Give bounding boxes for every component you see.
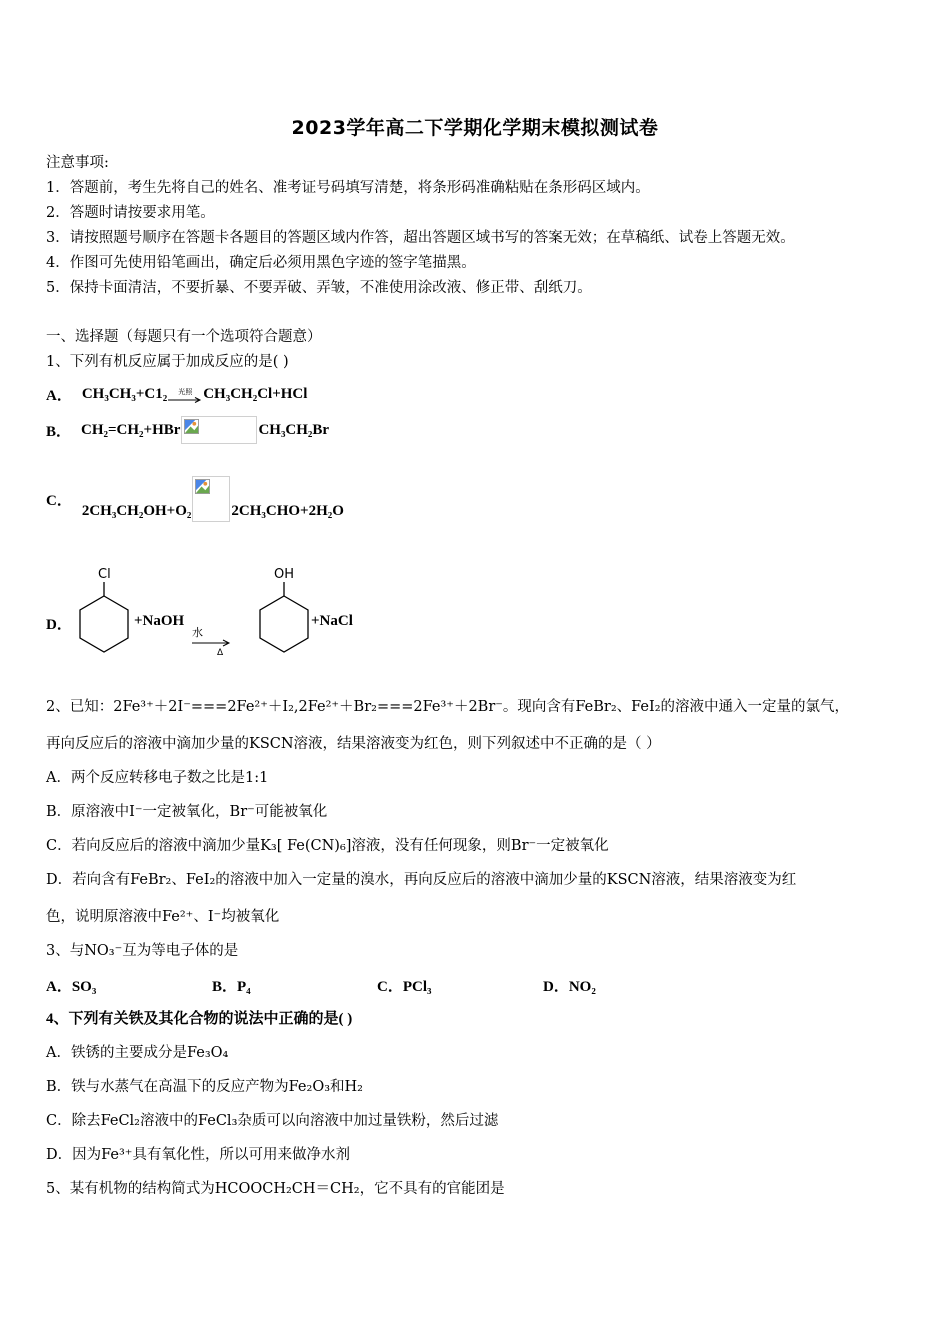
q3-stem: 3、与NO₃⁻互为等电子体的是 [46, 943, 239, 959]
section-heading: 一、选择题（每题只有一个选项符合题意） [46, 329, 322, 345]
q2-option-d-line1: D．若向含有FeBr₂、FeI₂的溶液中加入一定量的溴水，再向反应后的溶液中滴加少量的KSCN溶液，结果溶液变为红 [46, 872, 797, 888]
q1-a-products: CH₃CH₂Cl+HCl [203, 386, 308, 402]
notice-item-3: 3．请按照题号顺序在答题卡各题目的答题区域内作答，超出答题区域书写的答案无效；在草稿纸、试卷上答题无效。 [46, 230, 795, 246]
q5-stem: 5、某有机物的结构简式为HCOOCH₂CH＝CH₂，它不具有的官能团是 [46, 1181, 505, 1197]
q2-option-b: B．原溶液中I⁻一定被氧化，Br⁻可能被氧化 [46, 804, 328, 820]
q1-option-b [46, 416, 329, 444]
q3-option-a: A．SO₃ [46, 979, 97, 995]
page-title: 2023学年高二下学期化学期末模拟测试卷 [291, 117, 659, 139]
q1-c-reactants: 2CH₃CH₂OH+O₂ [81, 502, 192, 519]
q1-c-products: 2CH₃CHO+2H₂O [231, 502, 344, 519]
broken-image-placeholder [192, 476, 230, 522]
q1-stem: 1、下列有机反应属于加成反应的是( ) [46, 354, 289, 370]
q1-b-label: B． [46, 423, 72, 440]
q1-option-a [46, 384, 307, 405]
q1-option-c [46, 476, 344, 522]
cyclohexanol-structure [250, 562, 320, 658]
q1-d-substituent-oh: OH [274, 567, 295, 582]
chlorocyclohexane-structure [70, 562, 140, 658]
q4-option-a: A．铁锈的主要成分是Fe₃O₄ [46, 1045, 229, 1061]
notice-heading: 注意事项: [46, 155, 109, 171]
q2-stem-line2: 再向反应后的溶液中滴加少量的KSCN溶液，结果溶液变为红色，则下列叙述中不正确的是（ ） [46, 736, 661, 752]
q1-d-substituent-cl: Cl [98, 567, 111, 582]
q2-option-a: A．两个反应转移电子数之比是1:1 [46, 770, 269, 786]
q1-d-condition-bottom: Δ [217, 648, 224, 658]
notice-item-5: 5．保持卡面清洁，不要折暴、不要弄破、弄皱，不准使用涂改液、修正带、刮纸刀。 [46, 280, 592, 296]
q4-option-d: D．因为Fe³⁺具有氧化性，所以可用来做净水剂 [46, 1147, 350, 1163]
q2-option-d-line2: 色，说明原溶液中Fe²⁺、I⁻均被氧化 [46, 909, 280, 925]
q4-stem: 4、下列有关铁及其化合物的说法中正确的是( ) [46, 1011, 353, 1027]
q1-b-products: CH₃CH₂Br [258, 421, 330, 438]
q2-stem-line1: 2、已知：2Fe³⁺＋2I⁻===2Fe²⁺＋I₂,2Fe²⁺＋Br₂===2Fe³⁺＋2Br⁻。现向含有FeBr₂、FeI₂的溶液中通入一定量的氯气， [46, 699, 850, 715]
q3-option-d: D．NO₂ [543, 979, 596, 995]
q1-d-reagent: +NaOH [134, 613, 185, 629]
q3-option-b: B．P₄ [212, 979, 251, 995]
notice-item-4: 4．作图可先使用铅笔画出，确定后必须用黑色字迹的签字笔描黑。 [46, 255, 476, 271]
q1-d-product: +NaCl [311, 613, 353, 629]
notice-item-1: 1．答题前，考生先将自己的姓名、准考证号码填写清楚，将条形码准确粘贴在条形码区域内。 [46, 180, 650, 196]
q4-option-c: C．除去FeCl₂溶液中的FeCl₃杂质可以向溶液中加过量铁粉，然后过滤 [46, 1113, 499, 1129]
q1-d-label: D． [46, 617, 72, 633]
reaction-arrow-icon [192, 639, 232, 647]
q1-a-reactants: CH₃CH₃+C1₂ [81, 386, 168, 402]
broken-image-placeholder [181, 416, 257, 444]
reaction-arrow-icon [168, 397, 202, 403]
q1-c-label: C． [46, 492, 72, 509]
q1-d-condition-top: 水 [192, 626, 203, 639]
q3-option-c: C．PCl₃ [377, 979, 432, 995]
q1-a-condition: 光照 [178, 387, 193, 396]
notice-item-2: 2．答题时请按要求用笔。 [46, 205, 215, 221]
q1-a-arrow [168, 387, 202, 403]
q1-b-reactants: CH₂=CH₂+HBr [81, 421, 181, 438]
broken-image-icon [184, 419, 199, 434]
q2-option-c: C．若向反应后的溶液中滴加少量K₃[ Fe(CN)₆]溶液，没有任何现象，则Br⁻一定被氧化 [46, 838, 609, 854]
q1-a-label: A． [46, 388, 72, 404]
q4-option-b: B．铁与水蒸气在高温下的反应产物为Fe₂O₃和H₂ [46, 1079, 363, 1095]
broken-image-icon [195, 479, 210, 494]
